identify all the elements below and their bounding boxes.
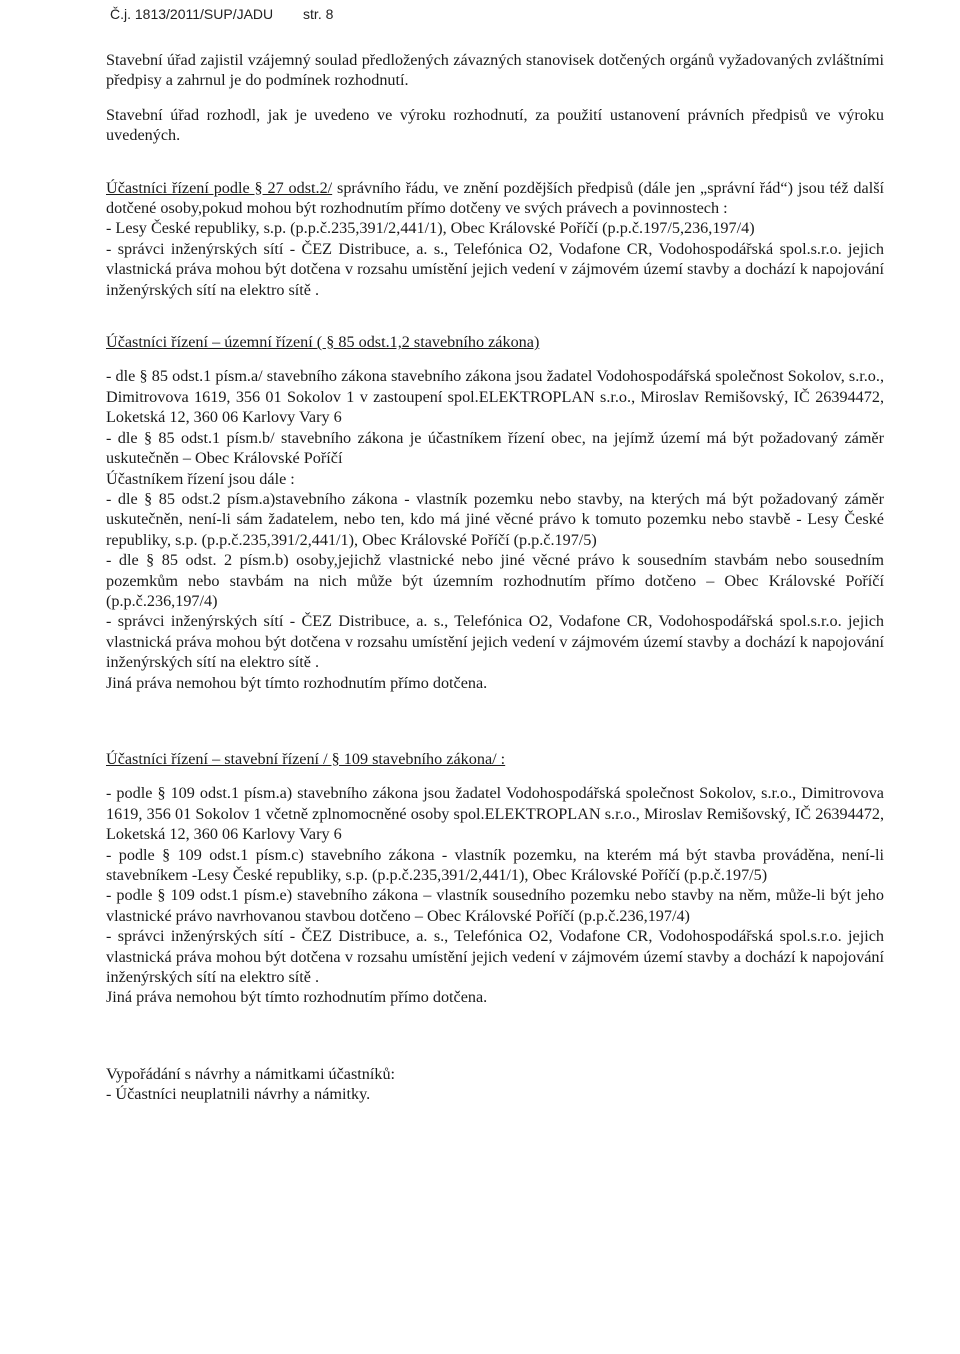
section2-item: - dle § 85 odst. 2 písm.b) osoby,jejichž vlastnické nebo jiné věcné právo k sousedním stavbám nebo sousedním pozemkům nebo stavbám na nich může být územním rozhodnutím přímo dotčeno – Obec Královské Poříčí (p.p.č.236,197/4) [106, 551, 884, 610]
document-body [106, 50, 884, 1105]
section3-item: - správci inženýrských sítí - ČEZ Distribuce, a. s., Telefónica O2, Vodafone CR, Vodohospodářská spol.s.r.o. jejich vlastnická práva mohou být dotčena v rozsahu umístění jejich vedení v zájmovém území stavby a dochází k napojování inženýrských sítí na elektro sítě . [106, 927, 884, 987]
section3-item: - podle § 109 odst.1 písm.e) stavebního zákona – vlastník sousedního pozemku nebo stavby na něm, může-li být jeho vlastnické právo navrhovanou stavbou dotčeno – Obec Královské Poříčí (p.p.č.236,197/4) [106, 886, 884, 925]
section2-item: Účastníkem řízení jsou dále : [106, 469, 295, 488]
section4-item: - Účastníci neuplatnili návrhy a námitky. [106, 1085, 371, 1104]
intro-paragraph-1: Stavební úřad zajistil vzájemný soulad předložených závazných stanovisek dotčených orgánů vyžadovaných zvláštními předpisy a zahrnul je do podmínek rozhodnutí. [106, 51, 884, 90]
section2-item: Jiná práva nemohou být tímto rozhodnutím přímo dotčena. [106, 673, 488, 692]
section2-heading: Účastníci řízení – územní řízení ( § 85 odst.1,2 stavebního zákona) [106, 333, 540, 352]
section3-item: - podle § 109 odst.1 písm.a) stavebního zákona jsou žadatel Vodohospodářská společnost Sokolov, s.r.o., Dimitrovova 1619, 356 01 Sokolov 1 včetně zplnomocněné osoby spol.ELEKTROPLAN s.r.o., Miroslav Remišovský, IČ 26394472, Loketská 12, 360 06 Karlovy Vary 6 [106, 784, 884, 844]
intro-paragraph-2: Stavební úřad rozhodl, jak je uvedeno ve výroku rozhodnutí, za použití ustanovení právních předpisů ve výroku uvedených. [106, 105, 884, 145]
section1-heading-rest: správního řádu, ve znění pozdějších předpisů (dále jen „správní řád“) jsou též další dotčené osoby,pokud mohou být rozhodnutím přímo dotčeny ve svých právech a povinnostech : [106, 178, 884, 218]
section2-item: - dle § 85 odst.1 písm.a/ stavebního zákona stavebního zákona jsou žadatel Vodohospodářská společnost Sokolov, s.r.o., Dimitrovova 1619, 356 01 Sokolov 1 v zastoupení spol.ELEKTROPLAN s.r.o., Miroslav Remišovský, IČ 26394472, Loketská 12, 360 06 Karlovy Vary 6 [106, 367, 884, 427]
section1-paragraph [106, 178, 884, 219]
section1-item: - správci inženýrských sítí - ČEZ Distribuce, a. s., Telefónica O2, Vodafone CR, Vodohospodářská spol.s.r.o. jejich vlastnická práva mohou být dotčena v rozsahu umístění jejich vedení v zájmovém území stavby a dochází k napojování inženýrských sítí na elektro sítě . [106, 239, 884, 299]
section2-item: - dle § 85 odst.1 písm.b/ stavebního zákona je účastníkem řízení obec, na jejímž území má být požadovaný záměr uskutečněn – Obec Královské Poříčí [106, 428, 884, 468]
page-number: str. 8 [303, 6, 334, 22]
section3-item: Jiná práva nemohou být tímto rozhodnutím přímo dotčena. [106, 988, 488, 1007]
reference-number: Č.j. 1813/2011/SUP/JADU [110, 6, 274, 22]
section4-heading: Vypořádání s návrhy a námitkami účastníků: [106, 1064, 396, 1083]
section2-item: - správci inženýrských sítí - ČEZ Distribuce, a. s., Telefónica O2, Vodafone CR, Vodohospodářská spol.s.r.o. jejich vlastnická práva mohou být dotčena v rozsahu umístění jejich vedení v zájmovém území stavby a dochází k napojování inženýrských sítí na elektro sítě . [106, 612, 884, 672]
section2-item: - dle § 85 odst.2 písm.a)stavebního zákona - vlastník pozemku nebo stavby, na kterých má být požadovaný záměr uskutečněn, není-li sám žadatelem, nebo ten, kdo má jiné věcné právo k tomuto pozemku nebo stavbě - Lesy České republiky, s.p. (p.p.č.235,391/2,441/1), Obec Královské Poříčí (p.p.č.197/5) [106, 489, 884, 549]
section3-item: - podle § 109 odst.1 písm.c) stavebního zákona - vlastník pozemku, na kterém má být stavba prováděna, není-li stavebníkem -Lesy České republiky, s.p. (p.p.č.235,391/2,441/1), Obec Královské Poříčí (p.p.č.197/5) [106, 845, 884, 884]
section3-heading: Účastníci řízení – stavební řízení / § 109 stavebního zákona/ : [106, 749, 506, 768]
page-header [110, 6, 333, 22]
section1-heading: Účastníci řízení podle § 27 odst.2/ [106, 178, 333, 197]
section1-item: - Lesy České republiky, s.p. (p.p.č.235,391/2,441/1), Obec Královské Poříčí (p.p.č.197/5,236,197/4) [106, 219, 755, 238]
